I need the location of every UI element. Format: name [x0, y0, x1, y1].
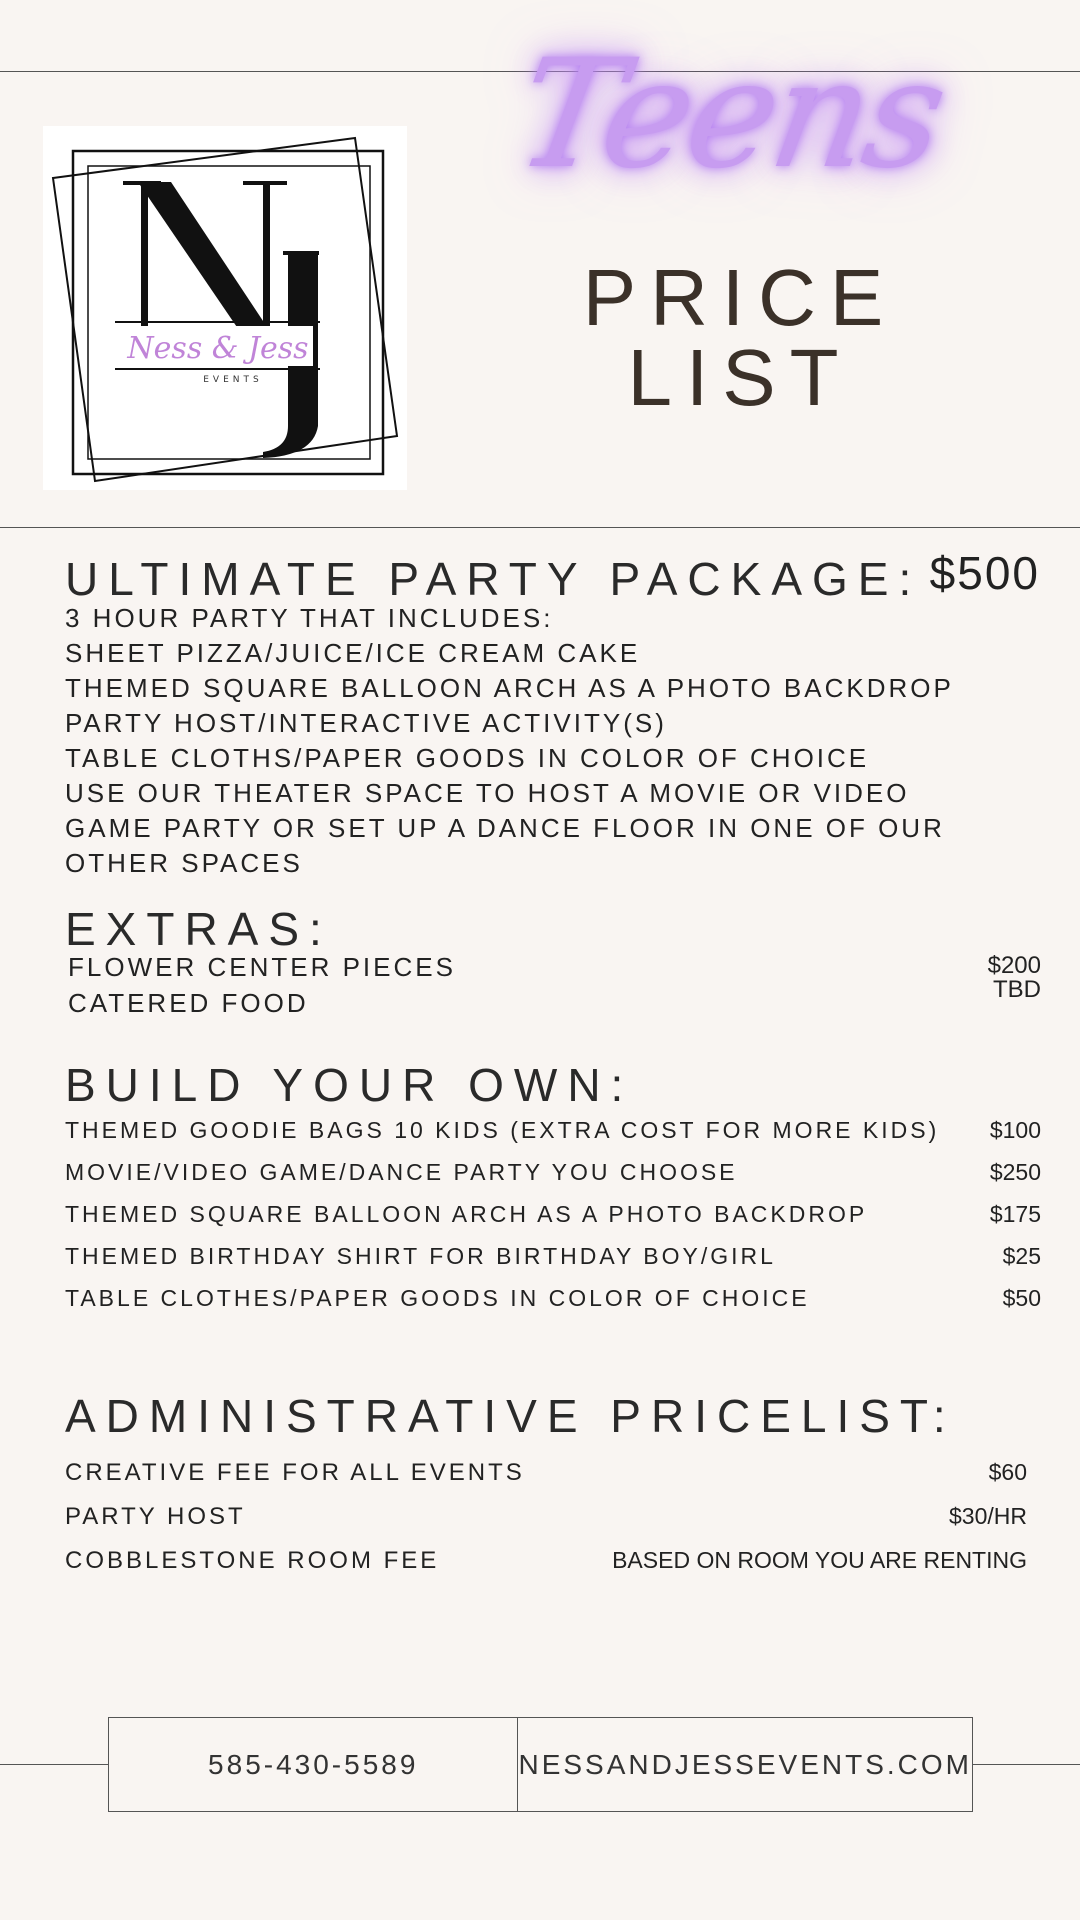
extras-item-price: TBD — [993, 976, 1041, 1003]
contact-box — [108, 1717, 973, 1812]
brand-logo — [43, 126, 407, 490]
header-divider — [0, 527, 1080, 528]
admin-item-price: BASED ON ROOM YOU ARE RENTING — [612, 1547, 1027, 1573]
build-row — [65, 1287, 1041, 1310]
extras-item-label: CATERED FOOD — [68, 988, 309, 1018]
admin-item-label: CREATIVE FEE FOR ALL EVENTS — [65, 1459, 525, 1486]
build-row — [65, 1245, 1041, 1268]
admin-item-label: PARTY HOST — [65, 1503, 246, 1530]
package-line: TABLE CLOTHS/PAPER GOODS IN COLOR OF CHOICE — [65, 743, 870, 773]
logo-subtitle: EVENTS — [203, 375, 263, 385]
build-row — [65, 1203, 1041, 1226]
build-item-label: THEMED SQUARE BALLOON ARCH AS A PHOTO BACKDROP — [65, 1201, 868, 1227]
logo-script-name: Ness & Jess — [127, 331, 309, 366]
build-item-price: $50 — [1002, 1285, 1041, 1311]
ultimate-package-price: $500 — [929, 547, 1040, 599]
admin-row — [65, 1461, 1027, 1485]
build-item-label: MOVIE/VIDEO GAME/DANCE PARTY YOU CHOOSE — [65, 1159, 738, 1185]
extras-heading: EXTRAS: — [65, 903, 332, 955]
build-row — [65, 1161, 1041, 1184]
build-item-label: TABLE CLOTHES/PAPER GOODS IN COLOR OF CHOICE — [65, 1285, 810, 1311]
admin-row — [65, 1505, 1027, 1529]
build-item-price: $25 — [1002, 1243, 1041, 1269]
phone-number[interactable]: 585-430-5589 — [208, 1748, 419, 1780]
extras-row — [68, 954, 1041, 980]
package-line: SHEET PIZZA/JUICE/ICE CREAM CAKE — [65, 638, 641, 668]
administrative-heading: ADMINISTRATIVE PRICELIST: — [65, 1390, 956, 1442]
admin-item-price: $60 — [988, 1459, 1027, 1485]
admin-row — [65, 1549, 1027, 1573]
ultimate-package-details — [65, 601, 1025, 881]
package-line: GAME PARTY OR SET UP A DANCE FLOOR IN ONE OF OUR — [65, 813, 945, 843]
ultimate-package-heading: ULTIMATE PARTY PACKAGE: — [65, 553, 922, 605]
logo-n-diagonal — [138, 182, 273, 336]
build-your-own-heading: BUILD YOUR OWN: — [65, 1059, 634, 1111]
extras-item-price: $200 — [987, 952, 1041, 979]
logo-n-left-stem — [141, 182, 148, 332]
admin-item-price: $30/HR — [949, 1503, 1027, 1529]
build-item-price: $250 — [989, 1159, 1041, 1185]
logo-n-serif-left — [123, 181, 161, 185]
build-item-label: THEMED BIRTHDAY SHIRT FOR BIRTHDAY BOY/GIRL — [65, 1243, 776, 1269]
package-line: THEMED SQUARE BALLOON ARCH AS A PHOTO BACKDROP — [65, 673, 954, 703]
package-line: OTHER SPACES — [65, 848, 303, 878]
build-row — [65, 1119, 1041, 1142]
admin-item-label: COBBLESTONE ROOM FEE — [65, 1547, 440, 1574]
logo-n-serif-right — [243, 181, 287, 185]
teens-neon-title: Teens — [504, 28, 956, 202]
build-item-price: $100 — [989, 1117, 1041, 1143]
extras-item-label: FLOWER CENTER PIECES — [68, 952, 456, 982]
website-link[interactable]: NESSANDJESSEVENTS.COM — [517, 1718, 972, 1811]
package-line: USE OUR THEATER SPACE TO HOST A MOVIE OR VIDEO — [65, 778, 910, 808]
build-item-price: $175 — [989, 1201, 1041, 1227]
build-item-label: THEMED GOODIE BAGS 10 KIDS (EXTRA COST FOR MORE KIDS) — [65, 1117, 940, 1143]
logo-n-right-stem — [263, 182, 270, 332]
extras-row — [68, 976, 1041, 1018]
page-title: PRICE LIST — [582, 253, 898, 422]
logo-graphic — [43, 126, 407, 490]
package-line: 3 HOUR PARTY THAT INCLUDES: — [65, 603, 554, 633]
package-line: PARTY HOST/INTERACTIVE ACTIVITY(S) — [65, 708, 667, 738]
